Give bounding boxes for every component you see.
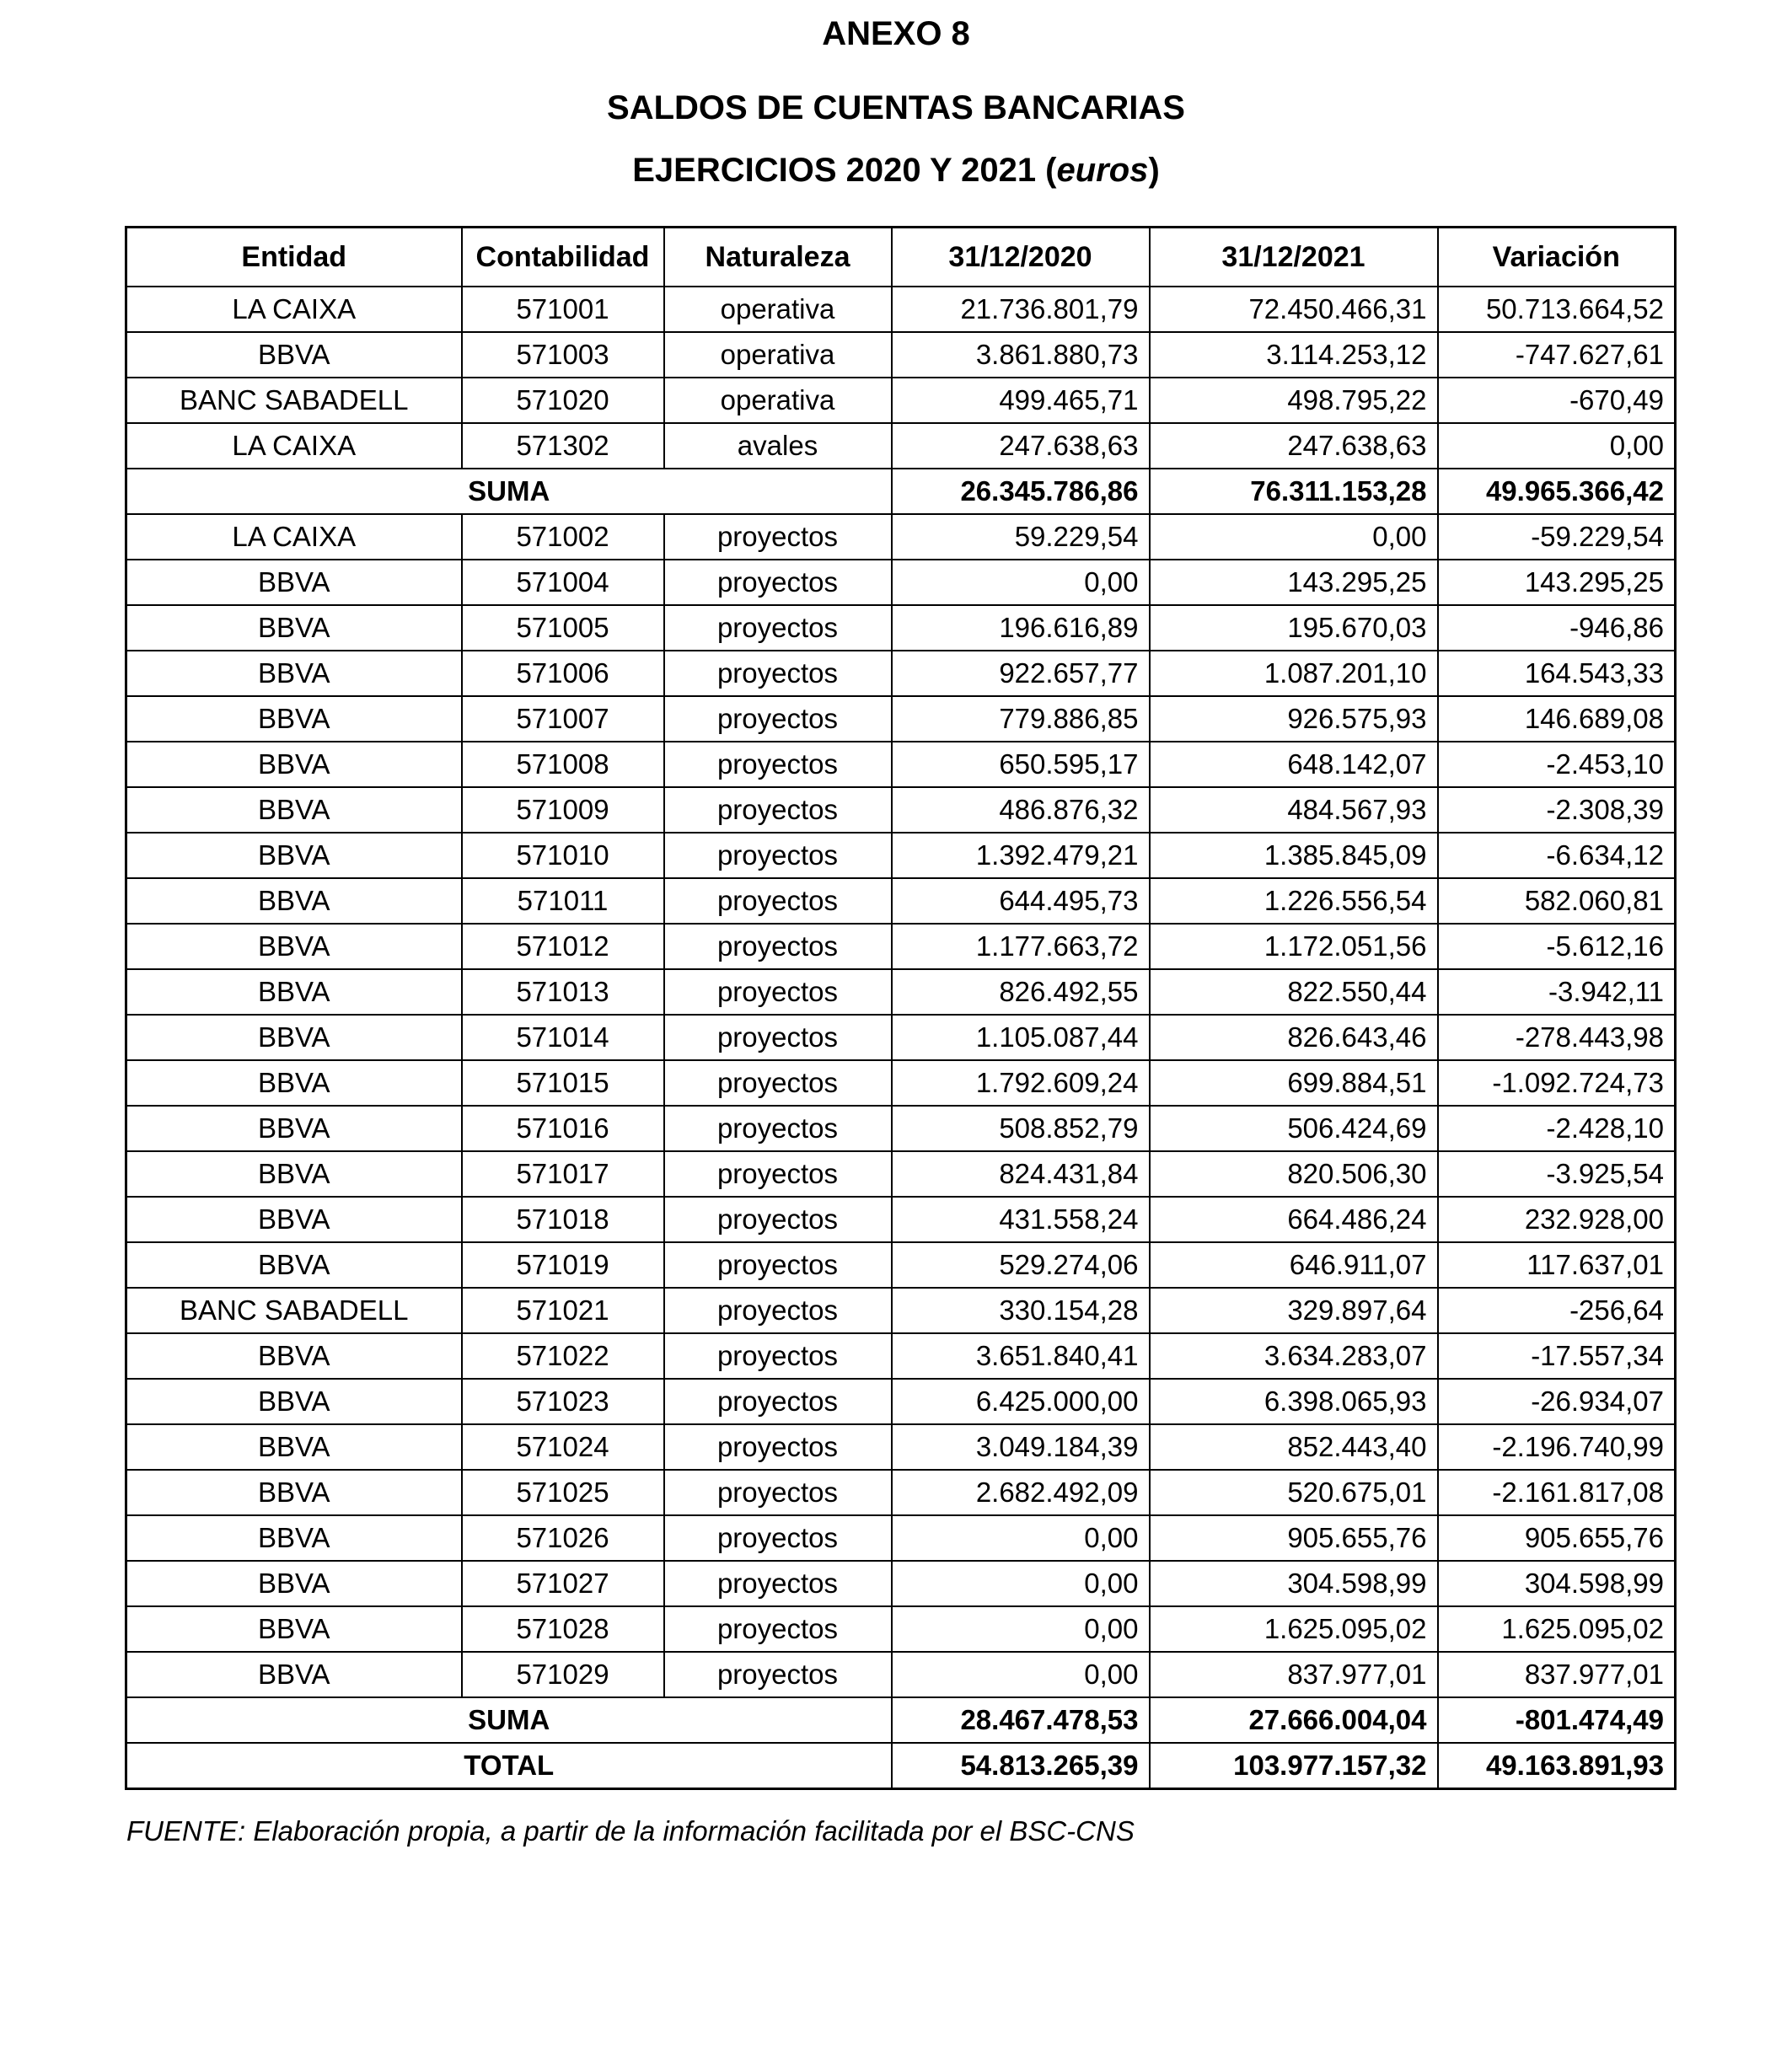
cell-2021: 1.625.095,02 bbox=[1150, 1606, 1438, 1652]
cell-2020: 21.736.801,79 bbox=[892, 287, 1150, 332]
cell-entidad: BBVA bbox=[126, 1379, 462, 1424]
cell-contabilidad: 571002 bbox=[462, 514, 664, 560]
column-header-4: 31/12/2021 bbox=[1150, 228, 1438, 287]
table-row bbox=[126, 1333, 1676, 1379]
cell-entidad: BBVA bbox=[126, 1515, 462, 1561]
table-row bbox=[126, 287, 1676, 332]
cell-2020: 486.876,32 bbox=[892, 787, 1150, 833]
cell-variacion: -2.453,10 bbox=[1438, 742, 1676, 787]
cell-2021: 820.506,30 bbox=[1150, 1151, 1438, 1197]
cell-variacion: -278.443,98 bbox=[1438, 1015, 1676, 1060]
cell-2020: 6.425.000,00 bbox=[892, 1379, 1150, 1424]
cell-entidad: BBVA bbox=[126, 332, 462, 378]
cell-variacion: 837.977,01 bbox=[1438, 1652, 1676, 1697]
table-row bbox=[126, 1242, 1676, 1288]
cell-2020: 2.682.492,09 bbox=[892, 1470, 1150, 1515]
subtitle-suffix: ) bbox=[1148, 152, 1160, 189]
cell-2021: 484.567,93 bbox=[1150, 787, 1438, 833]
cell-2021: 648.142,07 bbox=[1150, 742, 1438, 787]
cell-variacion: 582.060,81 bbox=[1438, 878, 1676, 924]
cell-contabilidad: 571026 bbox=[462, 1515, 664, 1561]
cell-2021: 926.575,93 bbox=[1150, 696, 1438, 742]
table-row bbox=[126, 423, 1676, 469]
cell-2020: 431.558,24 bbox=[892, 1197, 1150, 1242]
cell-contabilidad: 571027 bbox=[462, 1561, 664, 1606]
table-row bbox=[126, 742, 1676, 787]
cell-2020: 1.177.663,72 bbox=[892, 924, 1150, 969]
cell-variacion: -6.634,12 bbox=[1438, 833, 1676, 878]
cell-2020: 3.651.840,41 bbox=[892, 1333, 1150, 1379]
cell-2020: 59.229,54 bbox=[892, 514, 1150, 560]
cell-2021: 329.897,64 bbox=[1150, 1288, 1438, 1333]
cell-2020: 0,00 bbox=[892, 1606, 1150, 1652]
subtitle-euros-italic: euros bbox=[1056, 152, 1149, 189]
table-row bbox=[126, 1288, 1676, 1333]
cell-entidad: BBVA bbox=[126, 1470, 462, 1515]
cell-2020: 0,00 bbox=[892, 560, 1150, 605]
cell-naturaleza: proyectos bbox=[664, 514, 892, 560]
cell-variacion: -3.925,54 bbox=[1438, 1151, 1676, 1197]
suma-value: -801.474,49 bbox=[1438, 1697, 1676, 1743]
cell-2021: 3.634.283,07 bbox=[1150, 1333, 1438, 1379]
column-header-0: Entidad bbox=[126, 228, 462, 287]
cell-2020: 499.465,71 bbox=[892, 378, 1150, 423]
cell-contabilidad: 571029 bbox=[462, 1652, 664, 1697]
table-row bbox=[126, 1151, 1676, 1197]
cell-contabilidad: 571001 bbox=[462, 287, 664, 332]
table-row bbox=[126, 1606, 1676, 1652]
cell-naturaleza: proyectos bbox=[664, 1379, 892, 1424]
table-row bbox=[126, 1106, 1676, 1151]
cell-variacion: -747.627,61 bbox=[1438, 332, 1676, 378]
cell-2020: 3.861.880,73 bbox=[892, 332, 1150, 378]
cell-variacion: 164.543,33 bbox=[1438, 651, 1676, 696]
cell-naturaleza: proyectos bbox=[664, 651, 892, 696]
cell-entidad: BBVA bbox=[126, 1333, 462, 1379]
suma-label: SUMA bbox=[126, 469, 892, 514]
column-header-3: 31/12/2020 bbox=[892, 228, 1150, 287]
total-value: 54.813.265,39 bbox=[892, 1743, 1150, 1789]
cell-2021: 304.598,99 bbox=[1150, 1561, 1438, 1606]
cell-entidad: BANC SABADELL bbox=[126, 1288, 462, 1333]
table-row bbox=[126, 878, 1676, 924]
cell-contabilidad: 571028 bbox=[462, 1606, 664, 1652]
cell-contabilidad: 571012 bbox=[462, 924, 664, 969]
table-row bbox=[126, 787, 1676, 833]
table-row bbox=[126, 696, 1676, 742]
cell-2020: 922.657,77 bbox=[892, 651, 1150, 696]
cell-2020: 0,00 bbox=[892, 1652, 1150, 1697]
cell-contabilidad: 571021 bbox=[462, 1288, 664, 1333]
cell-entidad: BBVA bbox=[126, 742, 462, 787]
table-row bbox=[126, 1015, 1676, 1060]
cell-contabilidad: 571005 bbox=[462, 605, 664, 651]
cell-naturaleza: proyectos bbox=[664, 969, 892, 1015]
cell-naturaleza: operativa bbox=[664, 287, 892, 332]
cell-entidad: BBVA bbox=[126, 1151, 462, 1197]
cell-2021: 1.087.201,10 bbox=[1150, 651, 1438, 696]
cell-variacion: 1.625.095,02 bbox=[1438, 1606, 1676, 1652]
table-row bbox=[126, 924, 1676, 969]
table-row bbox=[126, 1197, 1676, 1242]
subtitle-prefix: EJERCICIOS 2020 Y 2021 ( bbox=[632, 152, 1057, 189]
cell-entidad: BBVA bbox=[126, 1242, 462, 1288]
cell-variacion: 50.713.664,52 bbox=[1438, 287, 1676, 332]
cell-2021: 0,00 bbox=[1150, 514, 1438, 560]
total-value: 103.977.157,32 bbox=[1150, 1743, 1438, 1789]
cell-2021: 1.385.845,09 bbox=[1150, 833, 1438, 878]
cell-entidad: BBVA bbox=[126, 1015, 462, 1060]
column-header-5: Variación bbox=[1438, 228, 1676, 287]
table-row bbox=[126, 1060, 1676, 1106]
cell-naturaleza: proyectos bbox=[664, 1470, 892, 1515]
cell-entidad: BBVA bbox=[126, 833, 462, 878]
cell-2021: 905.655,76 bbox=[1150, 1515, 1438, 1561]
cell-contabilidad: 571010 bbox=[462, 833, 664, 878]
suma-row bbox=[126, 469, 1676, 514]
cell-variacion: -2.161.817,08 bbox=[1438, 1470, 1676, 1515]
document-title: SALDOS DE CUENTAS BANCARIAS bbox=[607, 89, 1185, 126]
cell-2020: 508.852,79 bbox=[892, 1106, 1150, 1151]
cell-contabilidad: 571009 bbox=[462, 787, 664, 833]
cell-variacion: 146.689,08 bbox=[1438, 696, 1676, 742]
cell-entidad: BBVA bbox=[126, 605, 462, 651]
cell-2021: 646.911,07 bbox=[1150, 1242, 1438, 1288]
table-row bbox=[126, 651, 1676, 696]
table-header-row bbox=[126, 228, 1676, 287]
table-row bbox=[126, 605, 1676, 651]
cell-contabilidad: 571016 bbox=[462, 1106, 664, 1151]
source-note: FUENTE: Elaboración propia, a partir de la información facilitada por el BSC-CNS bbox=[126, 1815, 1135, 1847]
cell-contabilidad: 571003 bbox=[462, 332, 664, 378]
cell-variacion: -17.557,34 bbox=[1438, 1333, 1676, 1379]
table-row bbox=[126, 378, 1676, 423]
table-row bbox=[126, 560, 1676, 605]
cell-naturaleza: proyectos bbox=[664, 1060, 892, 1106]
cell-entidad: BBVA bbox=[126, 878, 462, 924]
cell-contabilidad: 571008 bbox=[462, 742, 664, 787]
table-row bbox=[126, 833, 1676, 878]
cell-entidad: BBVA bbox=[126, 1652, 462, 1697]
suma-value: 28.467.478,53 bbox=[892, 1697, 1150, 1743]
cell-variacion: -3.942,11 bbox=[1438, 969, 1676, 1015]
cell-2021: 822.550,44 bbox=[1150, 969, 1438, 1015]
cell-contabilidad: 571017 bbox=[462, 1151, 664, 1197]
cell-2020: 1.105.087,44 bbox=[892, 1015, 1150, 1060]
cell-variacion: 304.598,99 bbox=[1438, 1561, 1676, 1606]
cell-entidad: BBVA bbox=[126, 1561, 462, 1606]
cell-2020: 650.595,17 bbox=[892, 742, 1150, 787]
cell-naturaleza: proyectos bbox=[664, 1197, 892, 1242]
cell-2021: 143.295,25 bbox=[1150, 560, 1438, 605]
cell-2020: 196.616,89 bbox=[892, 605, 1150, 651]
cell-entidad: BBVA bbox=[126, 1606, 462, 1652]
cell-naturaleza: proyectos bbox=[664, 1515, 892, 1561]
cell-contabilidad: 571018 bbox=[462, 1197, 664, 1242]
suma-value: 76.311.153,28 bbox=[1150, 469, 1438, 514]
annex-title: ANEXO 8 bbox=[822, 15, 970, 52]
cell-2020: 0,00 bbox=[892, 1515, 1150, 1561]
cell-2021: 498.795,22 bbox=[1150, 378, 1438, 423]
cell-variacion: -946,86 bbox=[1438, 605, 1676, 651]
cell-entidad: BBVA bbox=[126, 1060, 462, 1106]
column-header-2: Naturaleza bbox=[664, 228, 892, 287]
suma-label: SUMA bbox=[126, 1697, 892, 1743]
cell-naturaleza: proyectos bbox=[664, 1015, 892, 1060]
cell-entidad: BBVA bbox=[126, 924, 462, 969]
cell-entidad: BBVA bbox=[126, 969, 462, 1015]
cell-contabilidad: 571006 bbox=[462, 651, 664, 696]
cell-2020: 644.495,73 bbox=[892, 878, 1150, 924]
cell-naturaleza: operativa bbox=[664, 378, 892, 423]
cell-variacion: -59.229,54 bbox=[1438, 514, 1676, 560]
cell-naturaleza: proyectos bbox=[664, 1106, 892, 1151]
cell-naturaleza: proyectos bbox=[664, 1151, 892, 1197]
cell-contabilidad: 571025 bbox=[462, 1470, 664, 1515]
cell-variacion: -2.308,39 bbox=[1438, 787, 1676, 833]
cell-naturaleza: proyectos bbox=[664, 833, 892, 878]
cell-2021: 1.172.051,56 bbox=[1150, 924, 1438, 969]
cell-contabilidad: 571019 bbox=[462, 1242, 664, 1288]
cell-contabilidad: 571302 bbox=[462, 423, 664, 469]
suma-value: 27.666.004,04 bbox=[1150, 1697, 1438, 1743]
cell-variacion: 0,00 bbox=[1438, 423, 1676, 469]
cell-contabilidad: 571004 bbox=[462, 560, 664, 605]
cell-2021: 664.486,24 bbox=[1150, 1197, 1438, 1242]
cell-variacion: -26.934,07 bbox=[1438, 1379, 1676, 1424]
suma-value: 49.965.366,42 bbox=[1438, 469, 1676, 514]
cell-entidad: BBVA bbox=[126, 1424, 462, 1470]
cell-naturaleza: proyectos bbox=[664, 742, 892, 787]
cell-2021: 3.114.253,12 bbox=[1150, 332, 1438, 378]
cell-contabilidad: 571007 bbox=[462, 696, 664, 742]
cell-contabilidad: 571023 bbox=[462, 1379, 664, 1424]
cell-contabilidad: 571022 bbox=[462, 1333, 664, 1379]
cell-2021: 247.638,63 bbox=[1150, 423, 1438, 469]
table-row bbox=[126, 514, 1676, 560]
cell-naturaleza: proyectos bbox=[664, 878, 892, 924]
suma-row bbox=[126, 1697, 1676, 1743]
cell-2020: 779.886,85 bbox=[892, 696, 1150, 742]
table-row bbox=[126, 969, 1676, 1015]
cell-entidad: BBVA bbox=[126, 1197, 462, 1242]
cell-naturaleza: proyectos bbox=[664, 924, 892, 969]
cell-naturaleza: avales bbox=[664, 423, 892, 469]
cell-2021: 1.226.556,54 bbox=[1150, 878, 1438, 924]
bank-balances-table bbox=[125, 226, 1677, 1790]
cell-naturaleza: proyectos bbox=[664, 1561, 892, 1606]
cell-entidad: LA CAIXA bbox=[126, 423, 462, 469]
cell-variacion: -5.612,16 bbox=[1438, 924, 1676, 969]
cell-naturaleza: proyectos bbox=[664, 605, 892, 651]
cell-2020: 330.154,28 bbox=[892, 1288, 1150, 1333]
cell-contabilidad: 571020 bbox=[462, 378, 664, 423]
table-row bbox=[126, 332, 1676, 378]
cell-naturaleza: proyectos bbox=[664, 1288, 892, 1333]
cell-naturaleza: proyectos bbox=[664, 696, 892, 742]
cell-contabilidad: 571013 bbox=[462, 969, 664, 1015]
cell-2020: 1.792.609,24 bbox=[892, 1060, 1150, 1106]
cell-variacion: 143.295,25 bbox=[1438, 560, 1676, 605]
total-row bbox=[126, 1743, 1676, 1789]
cell-2020: 247.638,63 bbox=[892, 423, 1150, 469]
cell-contabilidad: 571011 bbox=[462, 878, 664, 924]
cell-entidad: BBVA bbox=[126, 696, 462, 742]
table-row bbox=[126, 1652, 1676, 1697]
cell-2021: 6.398.065,93 bbox=[1150, 1379, 1438, 1424]
cell-entidad: LA CAIXA bbox=[126, 287, 462, 332]
cell-2020: 824.431,84 bbox=[892, 1151, 1150, 1197]
table-row bbox=[126, 1515, 1676, 1561]
cell-entidad: BBVA bbox=[126, 787, 462, 833]
cell-variacion: -256,64 bbox=[1438, 1288, 1676, 1333]
cell-naturaleza: operativa bbox=[664, 332, 892, 378]
cell-entidad: BANC SABADELL bbox=[126, 378, 462, 423]
total-label: TOTAL bbox=[126, 1743, 892, 1789]
cell-variacion: 117.637,01 bbox=[1438, 1242, 1676, 1288]
cell-2021: 195.670,03 bbox=[1150, 605, 1438, 651]
cell-contabilidad: 571015 bbox=[462, 1060, 664, 1106]
cell-2020: 3.049.184,39 bbox=[892, 1424, 1150, 1470]
cell-naturaleza: proyectos bbox=[664, 1652, 892, 1697]
cell-naturaleza: proyectos bbox=[664, 1606, 892, 1652]
cell-variacion: -670,49 bbox=[1438, 378, 1676, 423]
cell-2021: 72.450.466,31 bbox=[1150, 287, 1438, 332]
cell-variacion: 232.928,00 bbox=[1438, 1197, 1676, 1242]
cell-variacion: -2.196.740,99 bbox=[1438, 1424, 1676, 1470]
column-header-1: Contabilidad bbox=[462, 228, 664, 287]
cell-naturaleza: proyectos bbox=[664, 1424, 892, 1470]
cell-2021: 506.424,69 bbox=[1150, 1106, 1438, 1151]
suma-value: 26.345.786,86 bbox=[892, 469, 1150, 514]
cell-2020: 1.392.479,21 bbox=[892, 833, 1150, 878]
cell-contabilidad: 571024 bbox=[462, 1424, 664, 1470]
cell-2020: 529.274,06 bbox=[892, 1242, 1150, 1288]
cell-entidad: BBVA bbox=[126, 651, 462, 696]
cell-naturaleza: proyectos bbox=[664, 787, 892, 833]
cell-naturaleza: proyectos bbox=[664, 1242, 892, 1288]
cell-2021: 826.643,46 bbox=[1150, 1015, 1438, 1060]
cell-naturaleza: proyectos bbox=[664, 1333, 892, 1379]
cell-2020: 0,00 bbox=[892, 1561, 1150, 1606]
cell-contabilidad: 571014 bbox=[462, 1015, 664, 1060]
table-row bbox=[126, 1424, 1676, 1470]
cell-naturaleza: proyectos bbox=[664, 560, 892, 605]
table-row bbox=[126, 1379, 1676, 1424]
document-subtitle bbox=[0, 126, 1792, 189]
cell-2021: 699.884,51 bbox=[1150, 1060, 1438, 1106]
cell-2021: 852.443,40 bbox=[1150, 1424, 1438, 1470]
cell-variacion: -2.428,10 bbox=[1438, 1106, 1676, 1151]
total-value: 49.163.891,93 bbox=[1438, 1743, 1676, 1789]
cell-entidad: BBVA bbox=[126, 1106, 462, 1151]
cell-entidad: BBVA bbox=[126, 560, 462, 605]
cell-2021: 837.977,01 bbox=[1150, 1652, 1438, 1697]
table-row bbox=[126, 1561, 1676, 1606]
cell-entidad: LA CAIXA bbox=[126, 514, 462, 560]
cell-2020: 826.492,55 bbox=[892, 969, 1150, 1015]
cell-2021: 520.675,01 bbox=[1150, 1470, 1438, 1515]
cell-variacion: -1.092.724,73 bbox=[1438, 1060, 1676, 1106]
table-row bbox=[126, 1470, 1676, 1515]
cell-variacion: 905.655,76 bbox=[1438, 1515, 1676, 1561]
